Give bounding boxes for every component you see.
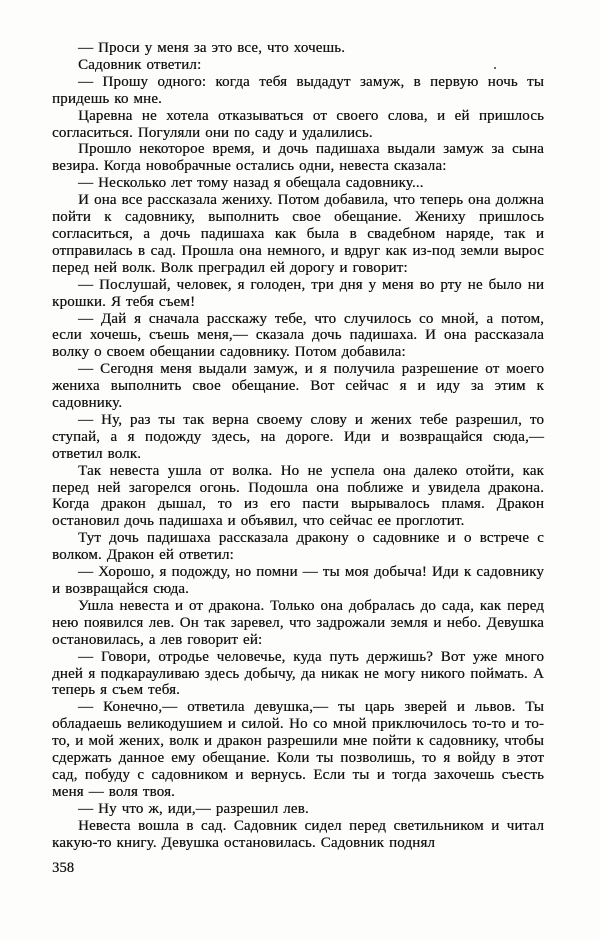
paragraph: — Ну, раз ты так верна своему слову и жених тебе разрешил, то ступай, а я подожду здесь, на дороге. Иди и возвращайся сюда,— ответил волк. bbox=[52, 411, 544, 462]
paragraph: Невеста вошла в сад. Садовник сидел перед светильником и читал какую-то книгу. Девушка остановилась. Садовник поднял bbox=[52, 817, 544, 851]
paragraph: Так невеста ушла от волка. Но не успела она далеко отойти, как перед ней загорелся огонь. Подошла она поближе и увидела дракона. Когда дракон дышал, то из его пасти вырывалось пламя. Дракон остановил дочь падишаха и объявил, что сейчас ее проглотит. bbox=[52, 462, 544, 530]
scan-speck bbox=[494, 67, 496, 69]
paragraph: Царевна не хотела отказываться от своего слова, и ей пришлось согласиться. Погуляли они по саду и удалились. bbox=[52, 107, 544, 141]
paragraph: Тут дочь падишаха рассказала дракону о садовнике и о встрече с волком. Дракон ей ответил: bbox=[52, 530, 544, 564]
paragraph: — Прошу одного: когда тебя выдадут замуж, в первую ночь ты придешь ко мне. bbox=[52, 73, 544, 107]
paragraph: — Послушай, человек, я голоден, три дня у меня во рту не было ни крошки. Я тебя съем! bbox=[52, 276, 544, 310]
paragraph: Садовник ответил: bbox=[78, 56, 202, 73]
paragraph: — Конечно,— ответила девушка,— ты царь зверей и львов. Ты обладаешь великодушием и силой. Но со мной приключилось то-то и то-то, и мой жених, волк и дракон разрешили мне пойти к садовнику, чтобы сдержать данное ему обещание. Коли ты позволишь, то я войду в этот сад, побуду с садовником и вернусь. Если ты и тогда захочешь съесть меня — воля твоя. bbox=[52, 699, 544, 800]
paragraph: — Говори, отродье человечье, куда путь держишь? Вот уже много дней я подкарауливаю здесь добычу, да никак не могу никого поймать. А теперь я съем тебя. bbox=[52, 648, 544, 699]
paragraph: — Несколько лет тому назад я обещала садовнику... bbox=[78, 175, 424, 192]
text-block bbox=[52, 40, 544, 852]
paragraph: Ушла невеста и от дракона. Только она добралась до сада, как перед нею появился лев. Он так заревел, что задрожали земля и небо. Девушка остановилась, а лев говорит ей: bbox=[52, 597, 544, 648]
page-number: 358 bbox=[52, 859, 75, 876]
paragraph: — Сегодня меня выдали замуж, и я получила разрешение от моего жениха выполнить свое обещание. Вот сейчас я и иду за этим к садовнику. bbox=[52, 361, 544, 412]
paragraph: Прошло некоторое время, и дочь падишаха выдали замуж за сына везира. Когда новобрачные остались одни, невеста сказала: bbox=[52, 141, 544, 175]
paragraph: — Проси у меня за это все, что хочешь. bbox=[78, 40, 346, 56]
paragraph: — Ну что ж, иди,— разрешил лев. bbox=[78, 800, 309, 817]
paragraph: И она все рассказала жениху. Потом добавила, что теперь она должна пойти к садовнику, выполнить свое обещание. Жениху пришлось согласиться, а дочь падишаха как была в свадебном наряде, так и отправилась в сад. Прошла она немного, и вдруг как из-под земли вырос перед ней волк. Волк преградил ей дорогу и говорит: bbox=[52, 192, 544, 276]
paragraph: — Дай я сначала расскажу тебе, что случилось со мной, а потом, если хочешь, съешь меня,— сказала дочь падишаха. И она рассказала волку о своем обещании садовнику. Потом добавила: bbox=[52, 310, 544, 361]
paragraph: — Хорошо, я подожду, но помни — ты моя добыча! Иди к садовнику и возвращайся сюда. bbox=[52, 564, 544, 597]
